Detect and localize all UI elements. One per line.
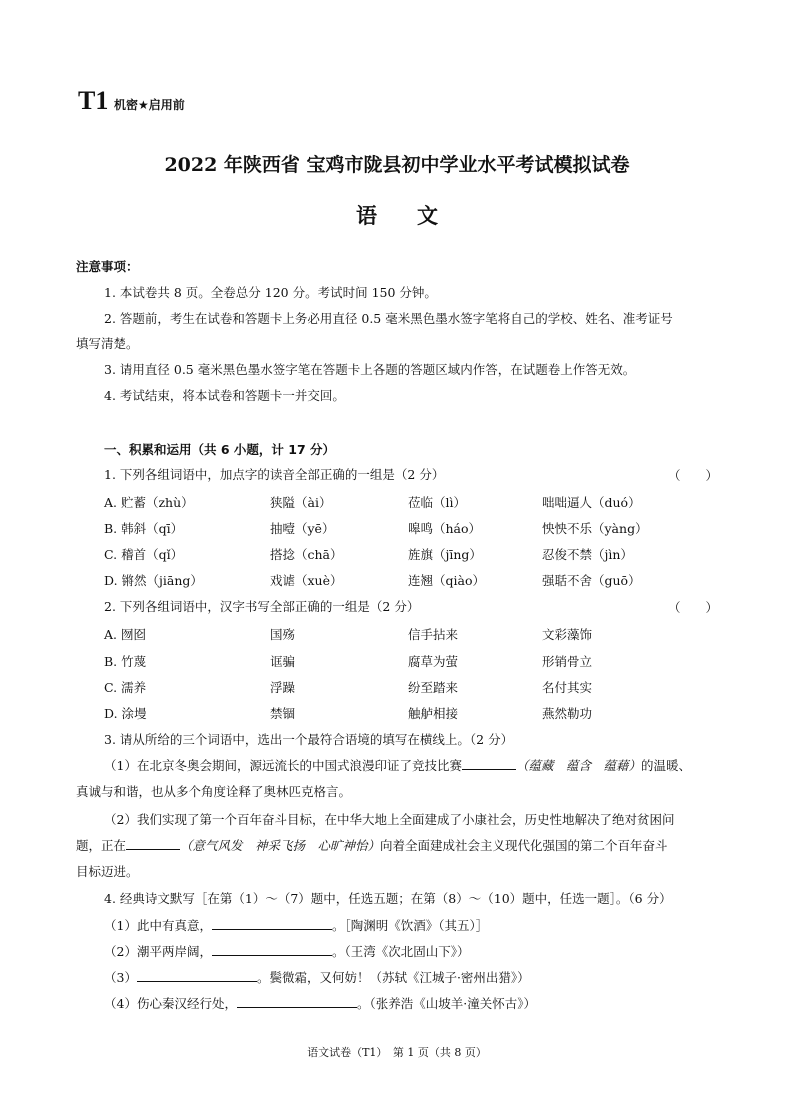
text: （1）在北京冬奥会期间，源远流长的中国式浪漫印证了竞技比赛 xyxy=(104,758,462,773)
text: （4）伤心秦汉经行处， xyxy=(104,996,237,1011)
notice-item: 1. 本试卷共 8 页。全卷总分 120 分。考试时间 150 分钟。 xyxy=(104,285,437,300)
question-3-part-2: （2）我们实现了第一个百年奋斗目标，在中华大地上全面建成了小康社会，历史性地解决了绝对贫困问 xyxy=(104,812,675,827)
option-cell: B. 竹蔑 xyxy=(104,654,147,669)
fill-blank[interactable] xyxy=(212,917,332,930)
option-cell: 狭隘（ài） xyxy=(270,495,332,510)
option-cell: 咄咄逼人（duó） xyxy=(542,495,641,510)
notice-item: 填写清楚。 xyxy=(76,336,139,351)
exam-title: 2022 年陕西省 宝鸡市陇县初中学业水平考试模拟试卷 xyxy=(164,154,630,176)
source: 。（王湾《次北固山下》） xyxy=(331,944,470,959)
option-cell: 搭捻（chā） xyxy=(270,547,343,562)
subject-title: 语文 xyxy=(356,204,478,228)
option-cell: 形销骨立 xyxy=(542,654,593,669)
notice-item: 4. 考试结束，将本试卷和答题卡一并交回。 xyxy=(104,388,345,403)
fill-blank[interactable] xyxy=(126,837,180,850)
answer-bracket: （ ） xyxy=(667,468,718,483)
fill-blank[interactable] xyxy=(462,757,516,770)
option-cell: C. 濡养 xyxy=(104,680,147,695)
option-cell: 浮躁 xyxy=(270,680,296,695)
paragraph-line xyxy=(76,837,668,855)
option-cell: D. 锵然（jiāng） xyxy=(104,573,203,588)
question-3-stem: 3. 请从所给的三个词语中，选出一个最符合语境的填写在横线上。（2 分） xyxy=(104,732,514,747)
option-cell: B. 韩斜（qī） xyxy=(104,521,184,536)
option-cell: 嗥鸣（háo） xyxy=(408,521,482,536)
option-cell: 强聒不舍（guō） xyxy=(542,573,641,588)
paper-code: T1 xyxy=(78,86,109,115)
page-footer: 语文试卷（T1） 第 1 页（共 8 页） xyxy=(307,1046,487,1059)
paragraph-line: 真诚与和谐，也从多个角度诠释了奥林匹克格言。 xyxy=(76,784,352,799)
text: （1）此中有真意， xyxy=(104,918,212,933)
option-cell: 抽噎（yē） xyxy=(270,521,335,536)
option-cell: A. 贮蓄（zhù） xyxy=(104,495,194,510)
text: （2）潮平两岸阔， xyxy=(104,944,212,959)
option-cell: 莅临（lì） xyxy=(408,495,466,510)
option-cell: D. 涂墁 xyxy=(104,706,147,721)
option-cell: 国殇 xyxy=(270,627,296,642)
section-heading: 一、积累和运用（共 6 小题，计 17 分） xyxy=(104,442,336,457)
word-options: （意气风发 神采飞扬 心旷神怡） xyxy=(180,838,381,853)
option-cell: 诓骗 xyxy=(270,654,296,669)
question-2-stem: 2. 下列各组词语中，汉字书写全部正确的一组是（2 分） xyxy=(104,599,420,614)
source: 。（张养浩《山坡羊·潼关怀古》） xyxy=(356,996,536,1011)
fill-blank[interactable] xyxy=(237,995,357,1008)
option-cell: 信手拈来 xyxy=(408,627,459,642)
notice-heading: 注意事项： xyxy=(76,259,139,274)
source: 。鬓微霜，又何妨！（苏轼《江城子·密州出猎》） xyxy=(256,970,530,985)
question-3-part-1 xyxy=(104,757,691,775)
answer-bracket: （ ） xyxy=(667,600,718,615)
option-cell: 禁锢 xyxy=(270,706,296,721)
recitation-line xyxy=(104,917,488,935)
source: 。［陶渊明《饮酒》（其五）］ xyxy=(331,918,489,933)
option-cell: 忍俊不禁（jìn） xyxy=(542,547,633,562)
option-cell: 文彩藻饰 xyxy=(542,627,593,642)
option-cell: 怏怏不乐（yàng） xyxy=(542,521,648,536)
option-cell: 腐草为萤 xyxy=(408,654,459,669)
option-cell: C. 稽首（qǐ） xyxy=(104,547,184,562)
option-cell: 连翘（qiào） xyxy=(408,573,485,588)
secret-label: 机密★启用前 xyxy=(114,98,185,112)
option-cell: A. 囫囵 xyxy=(104,627,146,642)
option-cell: 纷至踏来 xyxy=(408,680,459,695)
word-options: （蕴藏 蕴含 蕴藉） xyxy=(515,758,641,773)
text: 题，正在 xyxy=(76,838,127,853)
recitation-line xyxy=(104,943,469,961)
notice-item: 3. 请用直径 0.5 毫米黑色墨水签字笔在答题卡上各题的答题区域内作答，在试题卷上作答无效。 xyxy=(104,362,636,377)
question-1-stem: 1. 下列各组词语中，加点字的读音全部正确的一组是（2 分） xyxy=(104,467,445,482)
text: 向着全面建成社会主义现代化强国的第二个百年奋斗 xyxy=(380,838,668,853)
option-cell: 名付其实 xyxy=(542,680,593,695)
question-4-stem: 4. 经典诗文默写［在第（1）～（7）题中，任选五题；在第（8）～（10）题中，任选一题］。（6 分） xyxy=(104,891,672,906)
fill-blank[interactable] xyxy=(137,969,257,982)
fill-blank[interactable] xyxy=(212,943,332,956)
option-cell: 旌旗（jīng） xyxy=(408,547,482,562)
option-cell: 触舻相接 xyxy=(408,706,459,721)
option-cell: 戏谑（xuè） xyxy=(270,573,343,588)
option-cell: 燕然勒功 xyxy=(542,706,593,721)
recitation-line xyxy=(104,969,530,987)
text: 的温暖、 xyxy=(640,758,691,773)
recitation-line xyxy=(104,995,536,1013)
text: （3） xyxy=(104,970,137,985)
notice-item: 2. 答题前，考生在试卷和答题卡上务必用直径 0.5 毫米黑色墨水签字笔将自己的学校、姓名、准考证号 xyxy=(104,311,673,326)
paragraph-line: 目标迈进。 xyxy=(76,864,139,879)
